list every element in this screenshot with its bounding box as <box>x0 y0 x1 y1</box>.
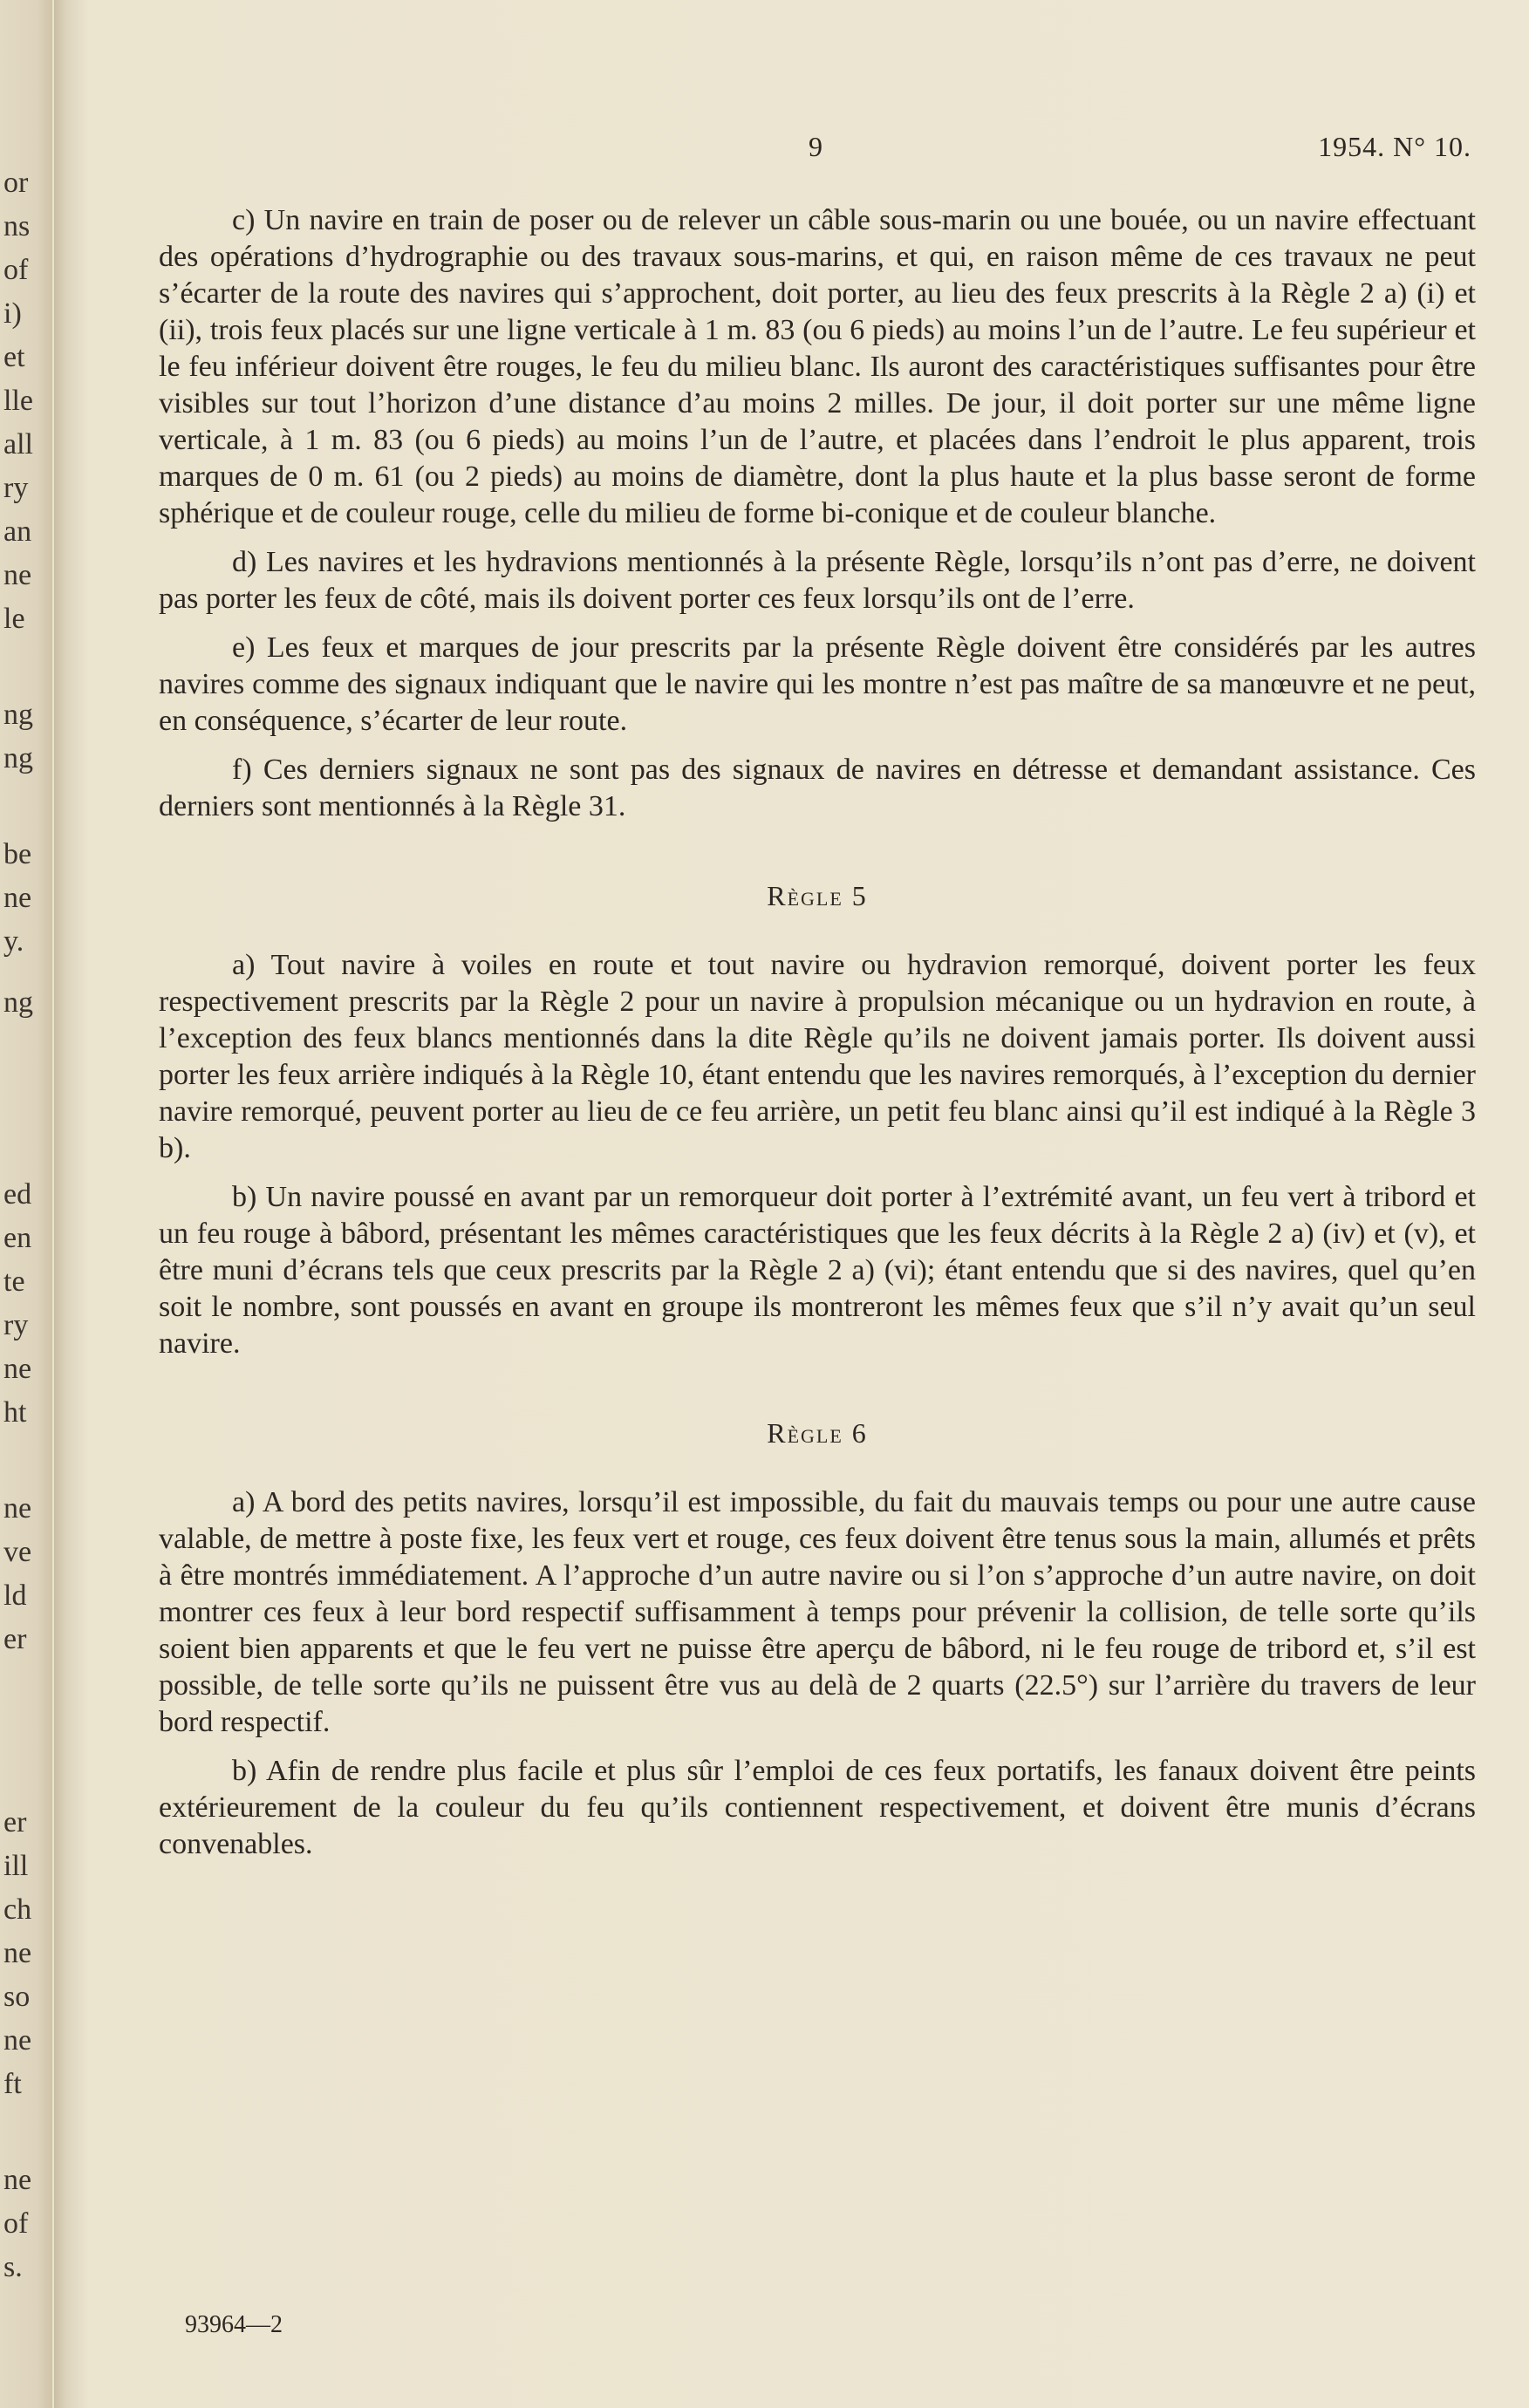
bleed-through-fragment: of <box>3 2207 29 2240</box>
bleed-through-fragment: er <box>3 1623 27 1655</box>
rule-5-heading-text: Règle 5 <box>767 880 868 911</box>
bleed-through-fragment: be <box>3 838 32 870</box>
bleed-through-fragment: ns <box>3 210 31 242</box>
year-issue-number: 1954. N° 10. <box>1318 131 1471 162</box>
bleed-through-fragment: ht <box>3 1396 27 1429</box>
document-page <box>54 0 1529 2408</box>
main-text <box>159 202 1476 1875</box>
bleed-through-fragment: ng <box>3 742 33 774</box>
rule-6-paragraph-b: b) Afin de rendre plus facile et plus sûr l’emploi de ces feux portatifs, les fanaux doivent être peints extérieurement de la couleur du feu qu’ils contiennent respectivement, et doivent être munis d’écrans convenables. <box>159 1755 1476 1860</box>
bleed-through-fragment: ne <box>3 1353 32 1385</box>
bleed-through-fragment: er <box>3 1806 27 1838</box>
bleed-through-fragment: ng <box>3 699 33 731</box>
bleed-through-fragment: ne <box>3 1492 32 1525</box>
rule-5-paragraph-b: b) Un navire poussé en avant par un remorqueur doit porter à l’extrémité avant, un feu vert à tribord et un feu rouge à bâbord, présentant les mêmes caractéristiques que les feux décrits à la Règle 2 a) (iv) et (v), et être muni d’écrans tels que ceux prescrits par la Règle 2 a) (vi); étant entendu que si des navires, quel qu’en soit le nombre, sont poussés en avant en groupe ils montreront les mêmes feux que s’il n’y avait qu’un seul navire. <box>159 1181 1476 1360</box>
bleed-through-fragment: ed <box>3 1178 32 1211</box>
rule-5-heading <box>159 877 1476 914</box>
bleed-through-fragment: of <box>3 254 29 286</box>
bleed-through-fragment: le <box>3 603 25 635</box>
running-header <box>756 131 1471 174</box>
bleed-through-fragment: ry <box>3 1309 29 1341</box>
rule-5-paragraph-a: a) Tout navire à voiles en route et tout navire ou hydravion remorqué, doivent porter les feux respectivement prescrits par la Règle 2 pour un navire à propulsion mécanique ou un hydravion en route, à l’exception des feux blancs mentionnés dans la dite Règle qu’ils ne doivent jamais porter. Ils doivent aussi porter les feux arrière indiqués à la Règle 10, étant entendu que les navires remorqués, à l’exception du dernier navire remorqué, peuvent porter au lieu de ce feu arrière, un petit feu blanc ainsi qu’il est indiqué à la Règle 3 b). <box>159 949 1476 1164</box>
bleed-through-fragment: ne <box>3 559 32 591</box>
bleed-through-fragment: ry <box>3 472 29 504</box>
bleed-through-fragment: i) <box>3 297 22 330</box>
rule-6-heading <box>159 1415 1476 1451</box>
facing-page-bleed-through <box>0 0 52 2408</box>
bleed-through-fragment: ve <box>3 1536 32 1568</box>
paragraph-c: c) Un navire en train de poser ou de relever un câble sous-marin ou une bouée, ou un navire effectuant des opérations d’hydrographie ou des travaux sous-marins, et qui, en raison même de ces travaux ne peut s’écarter de la route des navires qui s’approchent, doit porter, au lieu des feux prescrits à la Règle 2 a) (i) et (ii), trois feux placés sur une ligne verticale à 1 m. 83 (ou 6 pieds) au moins l’un de l’autre. Le feu supérieur et le feu inférieur doivent être rouges, le feu du milieu blanc. Ils auront des caractéristiques suffisantes pour être visibles sur tout l’horizon d’une distance d’au moins 2 milles. De jour, il doit porter sur une même ligne verticale, à 1 m. 83 (ou 6 pieds) au moins l’un de l’autre, et placées dans l’endroit le plus apparent, trois marques de 0 m. 61 (ou 2 pieds) au moins de diamètre, dont la plus haute et la plus basse seront de forme sphérique et de couleur rouge, celle du milieu de forme bi-conique et de couleur blanche. <box>159 204 1476 529</box>
paragraph-d: d) Les navires et les hydravions mentionnés à la présente Règle, lorsqu’ils n’ont pas d’erre, ne doivent pas porter les feux de côté, mais ils doivent porter ces feux lorsqu’ils ont de l’erre. <box>159 546 1476 615</box>
bleed-through-fragment: s. <box>3 2251 23 2283</box>
page-number: 9 <box>809 131 823 162</box>
paragraph-e: e) Les feux et marques de jour prescrits par la présente Règle doivent être considérés par les autres navires comme des signaux indiquant que le navire qui les montre n’est pas maître de sa manœuvre et ne peut, en conséquence, s’écarter de leur route. <box>159 631 1476 737</box>
printer-signature-code: 93964—2 <box>185 2311 283 2338</box>
bleed-through-fragment: en <box>3 1222 32 1254</box>
bleed-through-fragment: an <box>3 515 32 548</box>
bleed-through-fragment: ng <box>3 986 33 1019</box>
rule-6-heading-text: Règle 6 <box>767 1417 868 1449</box>
bleed-through-fragment: all <box>3 428 33 460</box>
paragraph-f: f) Ces derniers signaux ne sont pas des signaux de navires en détresse et demandant assistance. Ces derniers sont mentionnés à la Règle 31. <box>159 754 1476 822</box>
rule-6-paragraph-a: a) A bord des petits navires, lorsqu’il est impossible, du fait du mauvais temps ou pour une autre cause valable, de mettre à poste fixe, les feux vert et rouge, ces feux doivent être tenus sous la main, allumés et prêts à être montrés immédiatement. A l’approche d’un autre navire ou si l’on s’approche d’un autre navire, on doit montrer ces feux à leur bord respectif suffisamment à temps pour prévenir la collision, de telle sorte qu’ils soient bien apparents et que le feu vert ne puisse être aperçu de bâbord, ni le feu rouge de tribord et, s’il est possible, de telle sorte qu’ils ne puissent être vus au delà de 2 quarts (22.5°) sur l’arrière du travers de leur bord respectif. <box>159 1486 1476 1738</box>
bleed-through-fragment: lle <box>3 385 33 417</box>
bleed-through-fragment: te <box>3 1265 25 1298</box>
bleed-through-fragment: ch <box>3 1893 32 1926</box>
bleed-through-fragment: y. <box>3 925 24 958</box>
bleed-through-fragment: ft <box>3 2068 22 2100</box>
bleed-through-fragment: ld <box>3 1579 27 1612</box>
bleed-through-fragment: or <box>3 167 29 199</box>
bleed-through-fragment: ne <box>3 1937 32 1969</box>
bleed-through-fragment: et <box>3 341 25 373</box>
bleed-through-fragment: ill <box>3 1850 29 1882</box>
bleed-through-fragment: ne <box>3 2024 32 2057</box>
bleed-through-fragment: ne <box>3 882 32 914</box>
bleed-through-fragment: so <box>3 1981 31 2013</box>
bleed-through-fragment: ne <box>3 2164 32 2196</box>
